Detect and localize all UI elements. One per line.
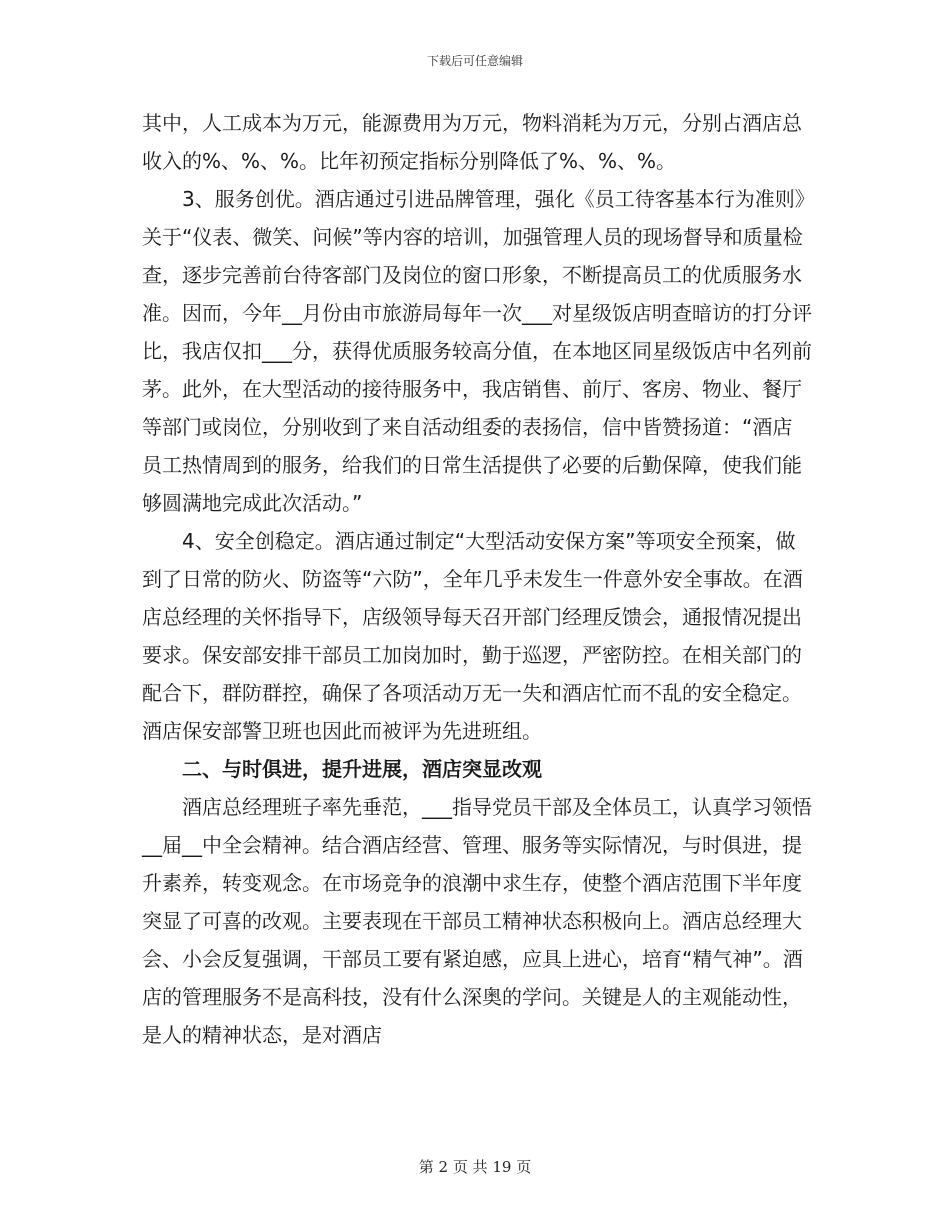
page-footer-number: 第 2 页 共 19 页 (418, 1158, 532, 1176)
document-body (142, 104, 812, 1054)
paragraph-service: 3、服务创优。酒店通过引进品牌管理，强化《员工待客基本行为准则》关于“仪表、微笑、问候”等内容的培训，加强管理人员的现场督导和质量检查，逐步完善前台待客部门及岗位的窗口形象，不断提高员工的优质服务水准。因而，今年__月份由市旅游局每年一次___对星级饭店明查暗访的打分评比，我店仅扣___分，获得优质服务较高分值，在本地区同星级饭店中名列前茅。此外，在大型活动的接待服务中，我店销售、前厅、客房、物业、餐厅等部门或岗位，分别收到了来自活动组委的表扬信，信中皆赞扬道：“酒店员工热情周到的服务，给我们的日常生活提供了必要的后勤保障，使我们能够圆满地完成此次活动。” (142, 187, 812, 515)
section-heading: 二、与时俱进，提升进展，酒店突显改观 (182, 757, 542, 781)
paragraph-progress: 酒店总经理班子率先垂范，___指导党员干部及全体员工，认真学习领悟__届__中全会精神。结合酒店经营、管理、服务等实际情况，与时俱进，提升素养，转变观念。在市场竞争的浪潮中求生存，使整个酒店范围下半年度突显了可喜的改观。主要表现在干部员工精神状态积极向上。酒店总经理大会、小会反复强调，干部员工要有紧迫感，应具上进心，培育“精气神”。酒店的管理服务不是高科技，没有什么深奥的学问。关键是人的主观能动性，是人的精神状态，是对酒店 (142, 795, 812, 1047)
page-header-note: 下载后可任意编辑 (426, 54, 523, 68)
paragraph-cost: 其中，人工成本为万元，能源费用为万元，物料消耗为万元，分别占酒店总收入的%、%、%。比年初预定指标分别降低了%、%、%。 (142, 111, 802, 173)
paragraph-safety: 4、安全创稳定。酒店通过制定“大型活动安保方案”等项安全预案，做到了日常的防火、防盗等“六防”，全年几乎未发生一件意外安全事故。在酒店总经理的关怀指导下，店级领导每天召开部门经理反馈会，通报情况提出要求。保安部安排干部员工加岗加时，勤于巡逻，严密防控。在相关部门的配合下，群防群控，确保了各项活动万无一失和酒店忙而不乱的安全稳定。酒店保安部警卫班也因此而被评为先进班组。 (142, 529, 803, 743)
